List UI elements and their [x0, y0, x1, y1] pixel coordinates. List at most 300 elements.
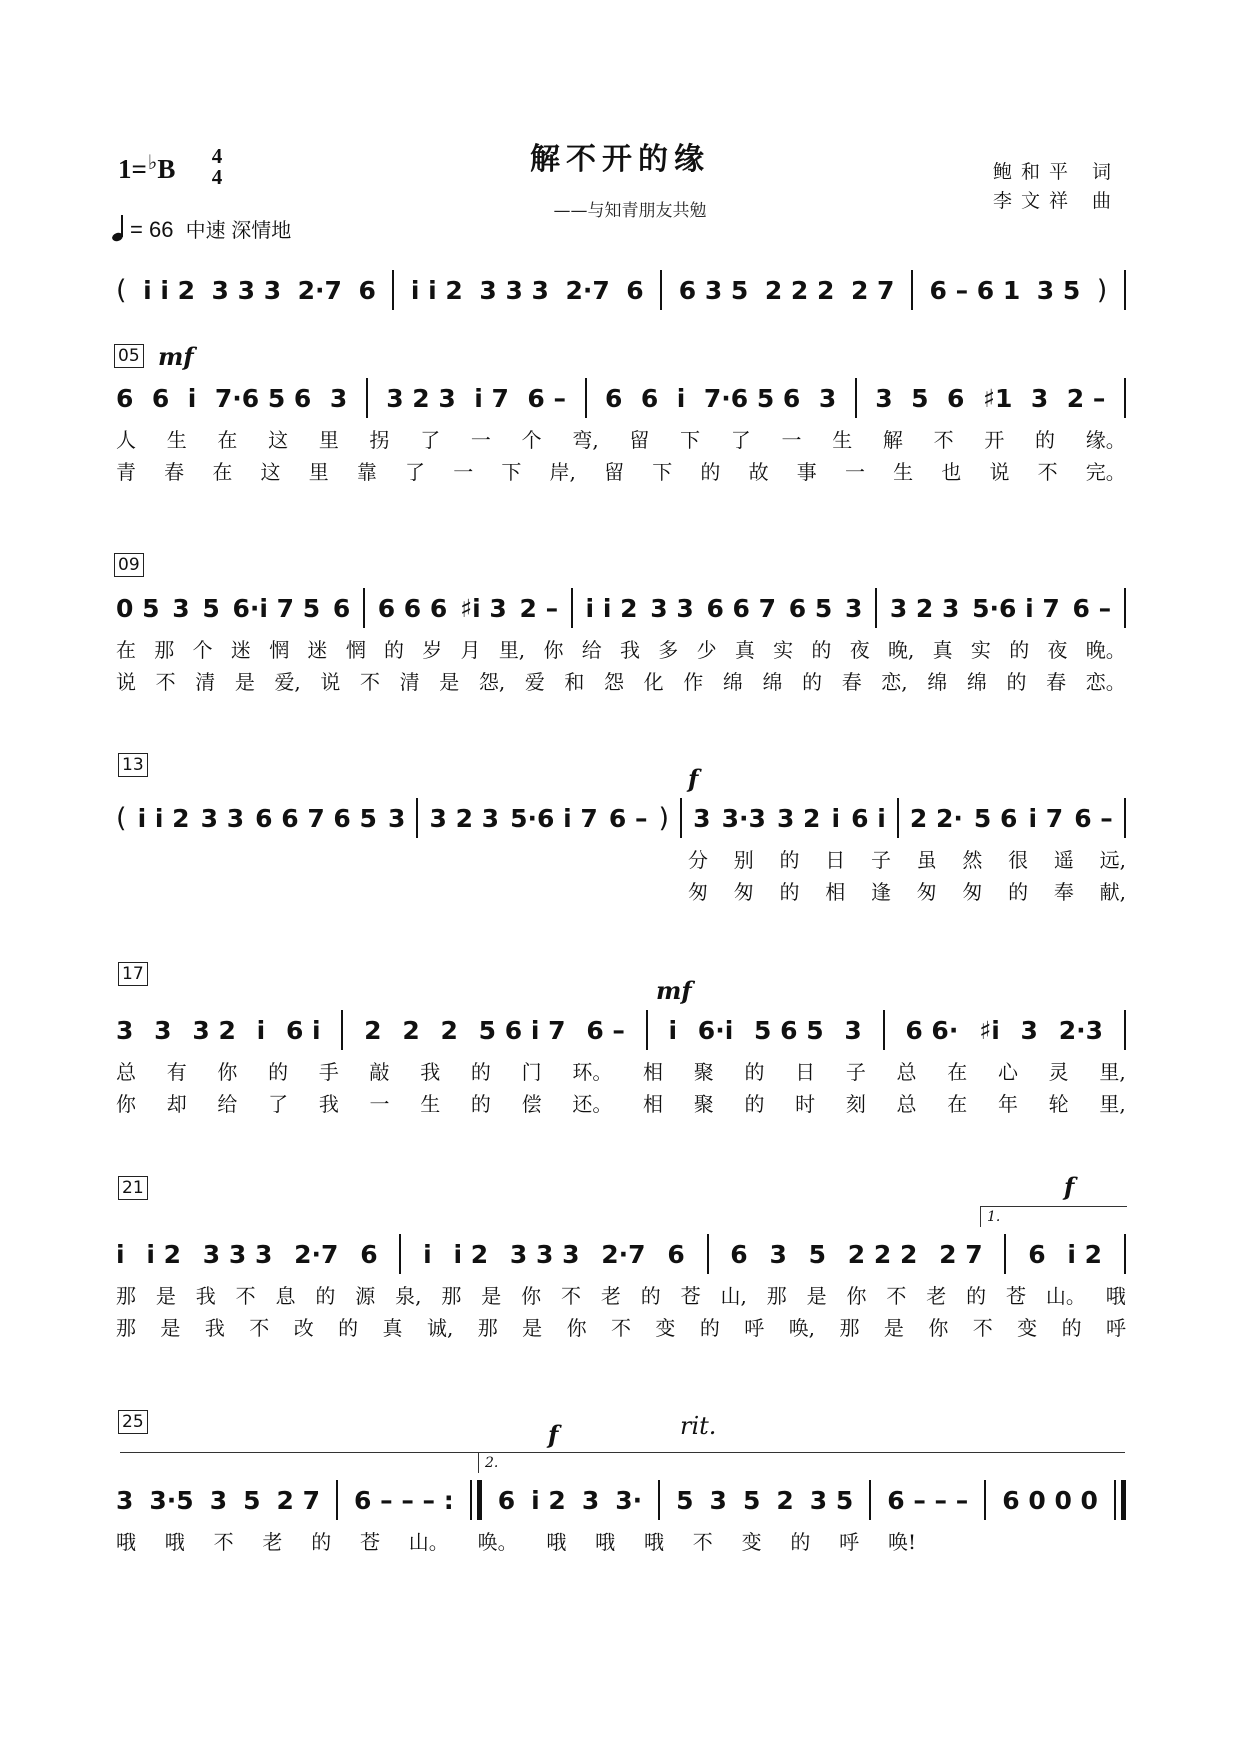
lyric-syllable: 了	[268, 1091, 289, 1116]
lyric-syllable: 分	[688, 847, 708, 872]
system-21	[116, 1232, 1126, 1276]
note-group: 5	[911, 383, 929, 413]
lyric-syllable: 里,	[1099, 1091, 1126, 1116]
note-group: 6 –	[1072, 593, 1112, 623]
measure-number: 17	[118, 962, 148, 986]
note-group: 6 – – – :	[354, 1485, 454, 1515]
lyric-line	[116, 1526, 916, 1554]
note-group: 6 –	[586, 1015, 625, 1045]
lyric-syllable: 山。	[408, 1529, 449, 1554]
barline	[707, 1234, 709, 1274]
lyric-syllable: 子	[870, 847, 891, 872]
note-group: i 2	[1067, 1239, 1103, 1269]
lyric-syllable: 逢	[870, 879, 891, 904]
barline	[363, 588, 365, 628]
lyric-syllable: 绵	[762, 669, 783, 694]
note-group: 6·i	[697, 1015, 734, 1045]
lyric-syllable: 是	[155, 1283, 176, 1308]
note-group: i 7	[1028, 803, 1064, 833]
lyric-syllable: 哦	[164, 1529, 185, 1554]
note-group: 3	[387, 803, 406, 833]
lyric-syllable: 时	[795, 1091, 816, 1116]
lyric-syllable: 怨,	[478, 669, 506, 694]
note-group: i	[256, 1015, 266, 1045]
lyric-syllable: 化	[643, 669, 664, 694]
lyric-syllable: 我	[195, 1283, 216, 1308]
note-group: 6 i	[285, 1015, 321, 1045]
lyric-syllable: 月	[460, 637, 481, 662]
barline	[680, 798, 682, 838]
lyric-syllable: 敲	[369, 1059, 390, 1084]
barline	[1124, 1234, 1126, 1274]
double-barline	[1114, 1480, 1126, 1520]
lyric-syllable: 不	[560, 1283, 581, 1308]
lyric-syllable: 个	[521, 427, 542, 452]
lyric-syllable: 缘。	[1085, 427, 1126, 452]
lyric-syllable: 的	[311, 1529, 332, 1554]
lyric-syllable: 我	[204, 1315, 225, 1340]
lyric-syllable: 事	[796, 459, 817, 484]
lyric-syllable: 不	[360, 669, 381, 694]
lyric-syllable: 那	[154, 637, 175, 662]
bracket: (	[116, 802, 127, 834]
lyric-syllable: 泉,	[395, 1283, 422, 1308]
lyric-syllable: 的	[470, 1059, 491, 1084]
lyric-syllable: 你	[846, 1283, 867, 1308]
barline	[1124, 270, 1126, 310]
lyric-syllable: 生	[832, 427, 853, 452]
lyric-syllable: 的	[802, 669, 823, 694]
lyric-syllable: 是	[522, 1315, 543, 1340]
note-group: 2	[402, 1015, 420, 1045]
note-group: 2·3	[1058, 1015, 1103, 1045]
lyric-syllable: 岁	[422, 637, 443, 662]
lyric-syllable: 老	[926, 1283, 947, 1308]
double-barline	[470, 1480, 482, 1520]
composer: 李文祥 曲	[992, 190, 1120, 212]
lyric-syllable: 你	[543, 637, 564, 662]
lyric-syllable: 的	[1035, 427, 1056, 452]
note-group: 3 3 3	[509, 1239, 580, 1269]
lyric-syllable: 总	[116, 1059, 136, 1084]
note-group: 3	[709, 1485, 727, 1515]
note-group: 5 6	[973, 803, 1018, 833]
note-group: 6 5	[788, 593, 833, 623]
note-group: 6 3 5	[678, 275, 749, 305]
lyric-line	[116, 1280, 1126, 1308]
lyric-syllable: 说	[989, 459, 1010, 484]
dynamic-mark: f	[1064, 1172, 1075, 1201]
lyric-syllable: 献,	[1099, 879, 1126, 904]
lyric-syllable: 灵	[1048, 1059, 1069, 1084]
lyric-syllable: 我	[318, 1091, 339, 1116]
note-group: 5 6 i 7	[478, 1015, 566, 1045]
lyric-syllable: 的	[699, 1315, 720, 1340]
lyric-syllable: 了	[405, 459, 426, 484]
barline	[399, 1234, 401, 1274]
note-group: 3·5	[149, 1485, 194, 1515]
lyric-syllable: 那	[839, 1315, 860, 1340]
lyric-syllable: 总	[896, 1091, 917, 1116]
bracket: )	[658, 802, 670, 834]
lyric-syllable: 拐	[369, 427, 390, 452]
note-group: 6	[640, 383, 659, 413]
lyric-syllable: 真	[734, 637, 755, 662]
note-group: 6	[730, 1239, 748, 1269]
lyric-line	[116, 666, 1126, 694]
note-group: 3	[116, 1485, 134, 1515]
barline	[571, 588, 573, 628]
lyric-syllable: 别	[733, 847, 754, 872]
lyric-syllable: 不	[933, 427, 954, 452]
lyric-syllable: 息	[275, 1283, 296, 1308]
note-group: i i 2	[410, 275, 463, 305]
lyric-syllable: 实	[773, 637, 794, 662]
volta-first-ending-continued	[120, 1452, 480, 1473]
lyric-syllable: 下	[652, 459, 673, 484]
note-group: 6	[605, 383, 623, 413]
lyric-syllable: 唤。	[477, 1529, 518, 1554]
lyric-syllable: 奉	[1053, 879, 1074, 904]
system-intro	[116, 268, 1126, 312]
lyric-syllable: 刻	[845, 1091, 866, 1116]
lyric-syllable: 是	[481, 1283, 502, 1308]
lyric-syllable: 在	[947, 1059, 968, 1084]
note-group: i	[676, 383, 686, 413]
key-signature: 1=♭B	[118, 152, 176, 184]
note-group: 2·7	[294, 1239, 339, 1269]
lyric-syllable: 哦	[595, 1529, 616, 1554]
lyric-syllable: 迷	[307, 637, 328, 662]
note-group: 2 7	[939, 1239, 983, 1269]
lyric-syllable: 晚,	[887, 637, 915, 662]
system-09	[116, 586, 1126, 630]
lyric-syllable: 那	[766, 1283, 787, 1308]
lyric-syllable: 真	[382, 1315, 403, 1340]
note-group: 6 –	[1074, 803, 1113, 833]
tempo-marking: = 66 中速 深情地	[112, 214, 291, 243]
ritardando-mark: rit.	[680, 1412, 717, 1440]
note-group: 6	[116, 383, 134, 413]
lyric-syllable: 年	[997, 1091, 1018, 1116]
barline	[1004, 1234, 1006, 1274]
note-group: 3 3 3	[479, 275, 549, 305]
barline	[336, 1480, 338, 1520]
lyric-syllable: 恋。	[1085, 669, 1126, 694]
note-group: 5	[808, 1239, 827, 1269]
note-group: i	[187, 383, 197, 413]
measure-number: 25	[118, 1410, 148, 1434]
note-group: 3	[1030, 383, 1049, 413]
lyric-syllable: 这	[260, 459, 281, 484]
lyric-syllable: 下	[680, 427, 701, 452]
lyric-syllable: 你	[116, 1091, 136, 1116]
lyric-syllable: 呼	[1106, 1315, 1126, 1340]
note-group: 2	[364, 1015, 382, 1045]
lyric-syllable: 的	[338, 1315, 359, 1340]
lyric-syllable: 却	[166, 1091, 187, 1116]
note-group: i 2	[531, 1485, 566, 1515]
lyric-syllable: 不	[886, 1283, 907, 1308]
note-group: 6 i	[851, 803, 886, 833]
lyric-syllable: 生	[420, 1091, 441, 1116]
lyric-syllable: 哦	[1105, 1283, 1126, 1308]
note-group: 3 3 3	[211, 275, 282, 305]
lyric-syllable: 一	[844, 459, 865, 484]
barline	[646, 1010, 648, 1050]
lyric-syllable: 不	[235, 1283, 256, 1308]
lyric-syllable: 唤!	[887, 1529, 916, 1554]
lyric-syllable: 轮	[1048, 1091, 1069, 1116]
lyric-syllable: 诚,	[426, 1315, 454, 1340]
note-group: 6 6 7 6 5	[255, 803, 377, 833]
note-group: 3 3	[650, 593, 694, 623]
note-group: i i 2	[137, 803, 190, 833]
lyric-syllable: 有	[166, 1059, 187, 1084]
lyric-syllable: 还。	[572, 1091, 613, 1116]
barline	[1124, 798, 1126, 838]
song-title: 解不开的缘	[530, 142, 710, 177]
note-group: 3 2	[192, 1015, 236, 1045]
volta-second-ending: 2.	[478, 1452, 1125, 1473]
note-group: 3	[769, 1239, 787, 1269]
lyric-line	[116, 634, 1126, 662]
note-group: 3 2 3	[889, 593, 960, 623]
note-group: i	[423, 1239, 432, 1269]
lyric-syllable: 我	[420, 1059, 441, 1084]
lyric-syllable: 不	[972, 1315, 993, 1340]
lyric-syllable: 你	[566, 1315, 587, 1340]
lyric-syllable: 实	[970, 637, 991, 662]
lyric-syllable: 匆	[688, 879, 708, 904]
lyric-syllable: 环。	[572, 1059, 613, 1084]
note-group: 3 5	[809, 1485, 854, 1515]
note-group: i i 2	[585, 593, 638, 623]
time-signature: 4 4	[211, 144, 223, 189]
note-group: 2	[440, 1015, 458, 1045]
lyric-syllable: 的	[470, 1091, 491, 1116]
lyric-syllable: 惘	[345, 637, 366, 662]
note-group: 6	[497, 1485, 516, 1515]
lyric-syllable: 春	[164, 459, 185, 484]
lyric-syllable: 绵	[722, 669, 743, 694]
barline	[366, 378, 368, 418]
note-group: 2 –	[1066, 383, 1106, 413]
lyric-syllable: 了	[730, 427, 751, 452]
lyric-syllable: 匆	[962, 879, 983, 904]
lyric-syllable: 青	[116, 459, 136, 484]
lyric-syllable: 下	[501, 459, 522, 484]
note-group: 6	[358, 275, 376, 305]
lyric-syllable: 的	[1009, 637, 1030, 662]
note-group: 2 7	[276, 1485, 321, 1515]
note-group: 3·	[615, 1485, 643, 1515]
lyric-syllable: 苍	[1005, 1283, 1026, 1308]
lyric-syllable: 的	[744, 1091, 765, 1116]
lyric-syllable: 解	[882, 427, 903, 452]
note-group: 3 2	[776, 803, 821, 833]
lyric-syllable: 哦	[116, 1529, 136, 1554]
system-25	[116, 1478, 1126, 1522]
note-group: 3	[1020, 1015, 1038, 1045]
note-group: 3 3	[200, 803, 245, 833]
note-group: 3	[844, 593, 863, 623]
lyric-syllable: 子	[845, 1059, 866, 1084]
song-subtitle: ——与知青朋友共勉	[553, 201, 707, 221]
lyric-syllable: 一	[453, 459, 474, 484]
system-13	[116, 796, 1126, 840]
note-group: 6 – – –	[887, 1485, 969, 1515]
lyric-syllable: 虽	[916, 847, 937, 872]
note-group: 6 –	[608, 803, 648, 833]
credits	[993, 158, 1120, 216]
lyric-syllable: 开	[984, 427, 1005, 452]
note-group: 3	[154, 1015, 172, 1045]
lyric-syllable: 老	[262, 1529, 283, 1554]
note-group: 5	[202, 593, 220, 623]
note-group: i 2	[146, 1239, 182, 1269]
lyric-syllable: 绵	[927, 669, 948, 694]
lyric-syllable: 变	[741, 1529, 762, 1554]
lyric-syllable: 的	[790, 1529, 811, 1554]
lyric-syllable: 的	[744, 1059, 765, 1084]
lyric-syllable: 哦	[546, 1529, 567, 1554]
lyric-syllable: 是	[806, 1283, 827, 1308]
lyric-syllable: 山,	[720, 1283, 747, 1308]
note-group: 2 2 2	[847, 1239, 918, 1269]
lyric-syllable: 晚。	[1085, 637, 1126, 662]
lyric-syllable: 里,	[1099, 1059, 1126, 1084]
note-group: 6	[667, 1239, 685, 1269]
lyric-syllable: 说	[320, 669, 341, 694]
barline	[984, 1480, 986, 1520]
lyric-syllable: 一	[470, 427, 491, 452]
lyric-syllable: 少	[696, 637, 717, 662]
lyric-syllable: 的	[315, 1283, 336, 1308]
lyric-syllable: 多	[658, 637, 679, 662]
lyric-syllable: 不	[1037, 459, 1058, 484]
lyric-syllable: 是	[234, 669, 255, 694]
note-group: 6	[151, 383, 170, 413]
lyric-syllable: 岸,	[549, 459, 576, 484]
lyric-syllable: 的	[268, 1059, 289, 1084]
barline	[855, 378, 857, 418]
lyric-syllable: 不	[213, 1529, 234, 1554]
note-group: 6 – 6 1	[929, 275, 1021, 305]
note-group: 2 –	[519, 593, 559, 623]
lyric-syllable: 匆	[733, 879, 754, 904]
lyric-line	[688, 844, 1126, 872]
lyric-line	[116, 1312, 1126, 1340]
lyric-syllable: 门	[521, 1059, 542, 1084]
lyric-syllable: 不	[249, 1315, 270, 1340]
measure-number: 13	[118, 753, 148, 777]
lyric-syllable: 哦	[643, 1529, 664, 1554]
lyric-syllable: 生	[893, 459, 914, 484]
barline	[869, 1480, 871, 1520]
lyric-syllable: 迷	[230, 637, 251, 662]
lyric-syllable: 一	[369, 1091, 390, 1116]
lyric-syllable: 相	[643, 1091, 664, 1116]
lyric-syllable: 匆	[916, 879, 937, 904]
dynamic-mark: f	[548, 1420, 559, 1449]
barline	[883, 1010, 885, 1050]
dynamic-mark: mf	[158, 342, 194, 371]
system-17	[116, 1008, 1126, 1052]
note-group: 5	[742, 1485, 761, 1515]
note-group: 5	[243, 1485, 261, 1515]
lyric-syllable: 你	[928, 1315, 949, 1340]
lyric-syllable: 的	[779, 879, 800, 904]
lyric-syllable: 一	[781, 427, 802, 452]
note-group: 3 3 3	[202, 1239, 273, 1269]
lyric-syllable: 生	[166, 427, 187, 452]
note-group: 6 0 0 0	[1002, 1485, 1098, 1515]
barline	[911, 270, 913, 310]
lyric-syllable: 心	[997, 1059, 1018, 1084]
lyric-syllable: 的	[383, 637, 404, 662]
lyric-syllable: 很	[1008, 847, 1029, 872]
note-group: 2·7	[297, 275, 342, 305]
lyric-syllable: 你	[521, 1283, 542, 1308]
lyric-syllable: 总	[896, 1059, 917, 1084]
note-group: 6	[946, 383, 965, 413]
lyric-syllable: 惘	[269, 637, 290, 662]
lyric-syllable: 留	[629, 427, 650, 452]
note-group: 2 2·	[909, 803, 963, 833]
lyric-syllable: 夜	[1047, 637, 1068, 662]
lyric-syllable: 清	[195, 669, 216, 694]
lyric-syllable: 爱,	[274, 669, 301, 694]
note-group: 5·6 i 7	[972, 593, 1060, 623]
lyric-syllable: 这	[268, 427, 289, 452]
lyric-syllable: 的	[966, 1283, 987, 1308]
note-group: i	[116, 1239, 125, 1269]
note-group: 2·7	[565, 275, 610, 305]
lyric-syllable: 不	[692, 1529, 713, 1554]
lyric-syllable: 偿	[521, 1091, 542, 1116]
lyric-syllable: 绵	[966, 669, 987, 694]
lyric-syllable: 日	[795, 1059, 816, 1084]
lyric-syllable: 那	[116, 1315, 136, 1340]
lyric-syllable: 在	[116, 637, 136, 662]
note-group: i 7	[474, 383, 509, 413]
lyric-syllable: 聚	[693, 1059, 714, 1084]
dynamic-mark: f	[688, 764, 699, 793]
lyric-syllable: 是	[883, 1315, 904, 1340]
lyric-syllable: 春	[1046, 669, 1067, 694]
lyric-syllable: 的	[1006, 669, 1027, 694]
barline	[416, 798, 418, 838]
lyric-syllable: 苍	[680, 1283, 701, 1308]
note-group: i i 2	[143, 275, 196, 305]
note-group: 3	[209, 1485, 228, 1515]
note-group: 7·6 5 6	[703, 383, 801, 413]
lyric-line	[116, 456, 1126, 484]
note-group: 6 6·	[905, 1015, 959, 1045]
note-group: 3	[172, 593, 190, 623]
note-group: 3 5	[1036, 275, 1081, 305]
note-group: i	[668, 1015, 678, 1045]
measure-number: 21	[118, 1176, 148, 1200]
note-group: 3	[875, 383, 893, 413]
lyric-syllable: 改	[293, 1315, 314, 1340]
note-group: 3	[329, 383, 348, 413]
bracket: )	[1096, 274, 1108, 306]
note-group: 2 2 2	[764, 275, 835, 305]
lyric-syllable: 了	[420, 427, 441, 452]
barline	[658, 1480, 660, 1520]
